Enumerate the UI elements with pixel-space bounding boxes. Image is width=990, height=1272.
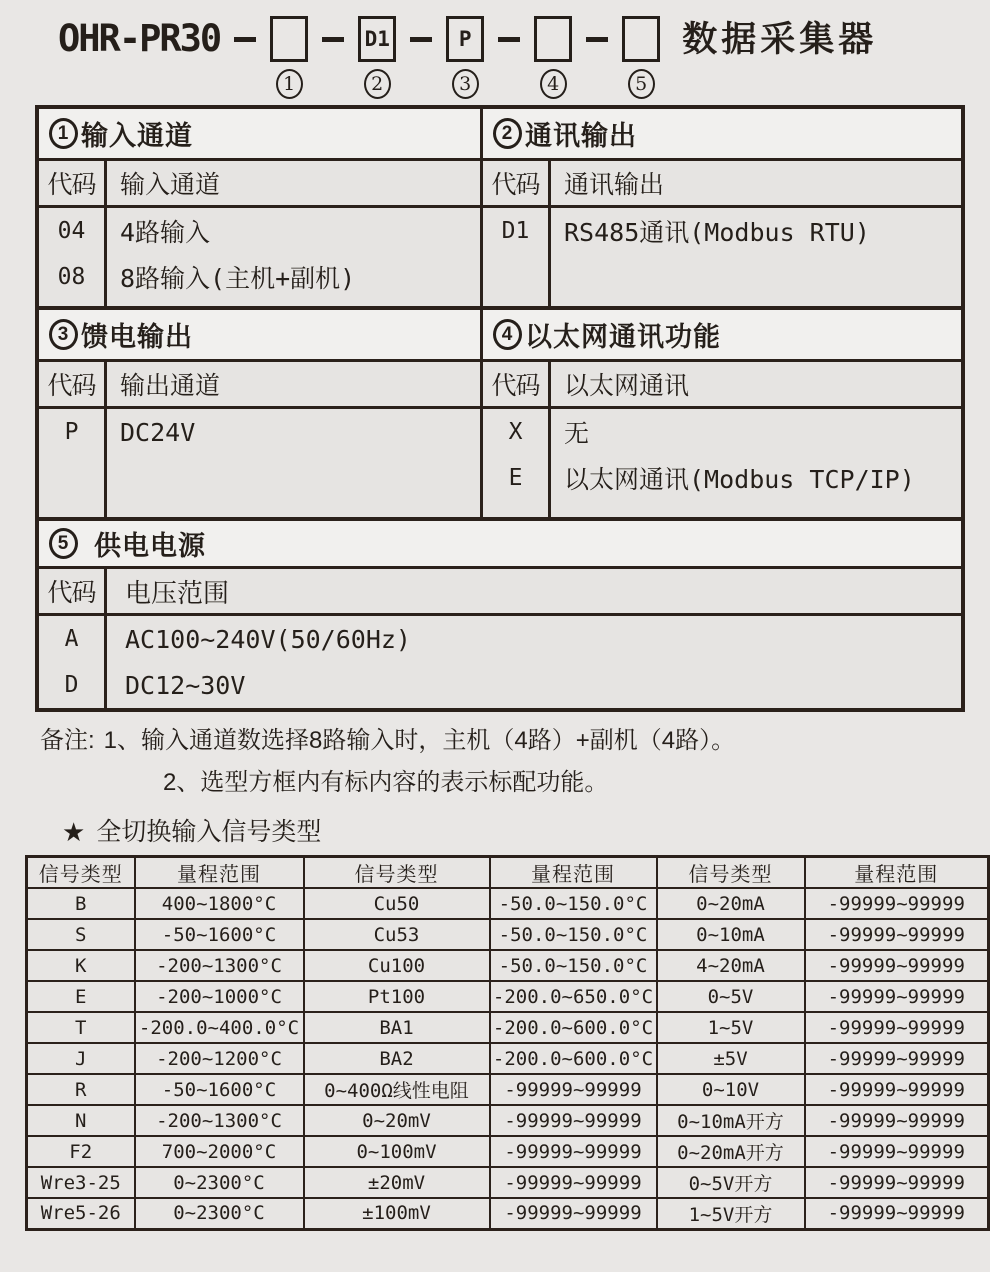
signal-table-cell: N	[27, 1105, 135, 1136]
section-title: 供电电源	[94, 531, 206, 561]
circled-number-4: 4	[540, 69, 567, 99]
signal-table-cell: -200.0~650.0°C	[490, 981, 657, 1012]
model-box-group-2	[358, 16, 396, 99]
signal-table-cell: R	[27, 1074, 135, 1105]
code-column-header: 代码	[39, 569, 107, 613]
signal-table-cell: 1~5V	[657, 1012, 805, 1043]
dash-separator	[586, 37, 608, 42]
signal-table-cell: -99999~99999	[805, 981, 989, 1012]
signal-table-cell: -99999~99999	[805, 1167, 989, 1198]
code-column-header: 代码	[483, 161, 551, 205]
signal-table-cell: 0~20mA开方	[657, 1136, 805, 1167]
dash-separator	[234, 37, 256, 42]
signal-table-row	[27, 1043, 989, 1074]
value-column-header: 输入通道	[120, 171, 221, 199]
model-code-line	[0, 0, 990, 97]
section-header	[483, 109, 961, 158]
signal-table-cell: 400~1800°C	[135, 888, 304, 919]
section-title: 以太网通讯功能	[525, 322, 721, 352]
signal-table-cell: 700~2000°C	[135, 1136, 304, 1167]
signal-table-cell: J	[27, 1043, 135, 1074]
section-body	[39, 409, 480, 517]
signal-table-cell: -99999~99999	[490, 1136, 657, 1167]
signal-table-cell: -99999~99999	[805, 1105, 989, 1136]
signal-table-cell: Cu50	[304, 888, 490, 919]
code-cell: P	[64, 419, 79, 445]
section-body	[483, 208, 961, 306]
section-subheader	[483, 359, 961, 409]
circled-number-icon: 4	[493, 319, 522, 350]
model-prefix: OHR-PR30	[58, 17, 221, 60]
signal-table-row	[27, 981, 989, 1012]
section-power-supply	[39, 517, 961, 708]
model-box-group-4	[534, 16, 572, 99]
value-column-header: 通讯输出	[564, 171, 665, 199]
signal-table-cell: E	[27, 981, 135, 1012]
note-item-1: 1、输入通道数选择8路输入时，主机（4路）+副机（4路）。	[103, 727, 736, 754]
value-column-header: 电压范围	[125, 577, 230, 608]
signal-table-cell: -99999~99999	[805, 1198, 989, 1229]
code-column-header: 代码	[39, 362, 107, 406]
model-box-3: P	[446, 16, 484, 62]
selection-row-2	[39, 306, 961, 517]
signal-table-cell: -200.0~400.0°C	[135, 1012, 304, 1043]
signal-table-cell: -99999~99999	[490, 1074, 657, 1105]
signal-table-cell: 0~100mV	[304, 1136, 490, 1167]
section-title: 通讯输出	[525, 121, 637, 151]
notes-label: 备注:	[40, 727, 95, 754]
signal-table-cell: 0~5V	[657, 981, 805, 1012]
signal-table-cell: -99999~99999	[805, 950, 989, 981]
signal-table-cell: -50.0~150.0°C	[490, 919, 657, 950]
column-header: 信号类型	[27, 857, 135, 889]
column-header: 量程范围	[805, 857, 989, 889]
signal-table-cell: B	[27, 888, 135, 919]
code-column-header: 代码	[483, 362, 551, 406]
signal-table-cell: -99999~99999	[490, 1105, 657, 1136]
circled-number-3: 3	[452, 69, 479, 99]
section-header	[483, 310, 961, 359]
section-body	[483, 409, 961, 517]
section-title: 输入通道	[81, 121, 193, 151]
section-header	[39, 109, 480, 158]
signal-table-cell: 0~5V开方	[657, 1167, 805, 1198]
signal-table-row	[27, 950, 989, 981]
value-column-header: 输出通道	[120, 372, 221, 400]
signal-table-row	[27, 1012, 989, 1043]
code-cell: 04	[57, 218, 86, 244]
model-box-group-1	[270, 16, 308, 99]
code-cell: D	[64, 672, 79, 698]
section-header	[39, 521, 961, 566]
signal-table-cell: 0~20mV	[304, 1105, 490, 1136]
column-header: 量程范围	[490, 857, 657, 889]
model-box-group-5	[622, 16, 660, 99]
code-cell: 08	[57, 264, 86, 290]
signal-table-cell: 0~20mA	[657, 888, 805, 919]
signal-type-table	[25, 855, 990, 1231]
dash-separator	[322, 37, 344, 42]
section-input-channels	[39, 109, 483, 306]
value-cell: RS485通讯(Modbus RTU)	[564, 218, 870, 247]
signal-section-heading	[62, 816, 990, 848]
value-cell: 4路输入	[120, 218, 211, 247]
product-name: 数据采集器	[682, 20, 878, 59]
signal-table-row	[27, 888, 989, 919]
dash-separator	[498, 37, 520, 42]
signal-table-body	[27, 888, 989, 1229]
model-box-group-3	[446, 16, 484, 99]
star-icon: ★	[62, 817, 86, 847]
section-subheader	[39, 158, 480, 208]
value-cell: DC12~30V	[125, 670, 246, 700]
value-column-header: 以太网通讯	[564, 372, 690, 400]
circled-number-5: 5	[628, 69, 655, 99]
signal-table-cell: 0~10V	[657, 1074, 805, 1105]
signal-table-row	[27, 1105, 989, 1136]
signal-table-cell: 4~20mA	[657, 950, 805, 981]
signal-table-cell: Cu100	[304, 950, 490, 981]
section-subheader	[483, 158, 961, 208]
signal-table-cell: -99999~99999	[490, 1198, 657, 1229]
signal-table-cell: Wre5-26	[27, 1198, 135, 1229]
signal-table-cell: -200~1000°C	[135, 981, 304, 1012]
signal-table-cell: 0~2300°C	[135, 1198, 304, 1229]
model-box-5	[622, 16, 660, 62]
signal-table-cell: -99999~99999	[490, 1167, 657, 1198]
signal-table-header-row	[27, 857, 989, 889]
signal-table-cell: F2	[27, 1136, 135, 1167]
signal-table-cell: Pt100	[304, 981, 490, 1012]
selection-row-1	[39, 109, 961, 306]
signal-table-cell: -200~1300°C	[135, 950, 304, 981]
signal-table-cell: BA1	[304, 1012, 490, 1043]
column-header: 信号类型	[657, 857, 805, 889]
circled-number-icon: 2	[493, 118, 522, 149]
code-column-header: 代码	[39, 161, 107, 205]
model-box-1	[270, 16, 308, 62]
section-subheader	[39, 359, 480, 409]
circled-number-2: 2	[364, 69, 391, 99]
signal-table-cell: ±5V	[657, 1043, 805, 1074]
signal-table-cell: 1~5V开方	[657, 1198, 805, 1229]
section-header	[39, 310, 480, 359]
signal-table-cell: BA2	[304, 1043, 490, 1074]
signal-table-cell: -200~1300°C	[135, 1105, 304, 1136]
signal-table-cell: -99999~99999	[805, 1074, 989, 1105]
dash-separator	[410, 37, 432, 42]
value-cell: AC100~240V(50/60Hz)	[125, 624, 411, 654]
section-body	[39, 208, 480, 306]
model-box-4	[534, 16, 572, 62]
section-ethernet	[483, 310, 961, 517]
signal-table-row	[27, 1198, 989, 1229]
circled-number-icon: 5	[49, 528, 78, 559]
selection-table	[35, 105, 965, 712]
signal-table-cell: -50~1600°C	[135, 1074, 304, 1105]
value-cell: DC24V	[120, 417, 196, 447]
signal-table-cell: -99999~99999	[805, 1043, 989, 1074]
circled-number-1: 1	[276, 69, 303, 99]
signal-table-row	[27, 1074, 989, 1105]
circled-number-icon: 3	[49, 319, 78, 350]
signal-table-cell: Wre3-25	[27, 1167, 135, 1198]
signal-table-cell: -50.0~150.0°C	[490, 888, 657, 919]
code-cell: A	[64, 626, 79, 652]
signal-table-cell: S	[27, 919, 135, 950]
signal-table-cell: ±100mV	[304, 1198, 490, 1229]
model-box-2: D1	[358, 16, 396, 62]
signal-table-cell: -200.0~600.0°C	[490, 1043, 657, 1074]
signal-table-cell: -200~1200°C	[135, 1043, 304, 1074]
section-comm-output	[483, 109, 961, 306]
signal-table-cell: 0~10mA开方	[657, 1105, 805, 1136]
signal-table-cell: 0~2300°C	[135, 1167, 304, 1198]
code-cell: D1	[501, 218, 530, 244]
value-cell: 无	[564, 419, 590, 448]
signal-table-cell: -50~1600°C	[135, 919, 304, 950]
signal-table-cell: -99999~99999	[805, 1012, 989, 1043]
column-header: 量程范围	[135, 857, 304, 889]
signal-table-cell: -99999~99999	[805, 1136, 989, 1167]
code-cell: X	[508, 419, 523, 445]
notes	[40, 724, 990, 800]
note-item-2: 2、选型方框内有标内容的表示标配功能。	[163, 769, 609, 796]
signal-table-cell: -50.0~150.0°C	[490, 950, 657, 981]
signal-section-title: 全切换输入信号类型	[96, 818, 322, 846]
circled-number-icon: 1	[49, 118, 78, 149]
signal-table-cell: -99999~99999	[805, 888, 989, 919]
section-body	[39, 616, 961, 708]
column-header: 信号类型	[304, 857, 490, 889]
signal-table-cell: ±20mV	[304, 1167, 490, 1198]
section-feed-output	[39, 310, 483, 517]
signal-table-cell: 0~400Ω线性电阻	[304, 1074, 490, 1105]
signal-table-cell: -200.0~600.0°C	[490, 1012, 657, 1043]
signal-table-cell: 0~10mA	[657, 919, 805, 950]
signal-table-row	[27, 1167, 989, 1198]
signal-table-row	[27, 1136, 989, 1167]
code-cell: E	[508, 465, 523, 491]
value-cell: 8路输入(主机+副机)	[120, 264, 356, 293]
signal-table-cell: Cu53	[304, 919, 490, 950]
section-subheader	[39, 566, 961, 616]
signal-table-cell: -99999~99999	[805, 919, 989, 950]
signal-table-row	[27, 919, 989, 950]
section-title: 馈电输出	[81, 322, 193, 352]
value-cell: 以太网通讯(Modbus TCP/IP)	[564, 465, 915, 494]
signal-table-cell: T	[27, 1012, 135, 1043]
signal-table-cell: K	[27, 950, 135, 981]
